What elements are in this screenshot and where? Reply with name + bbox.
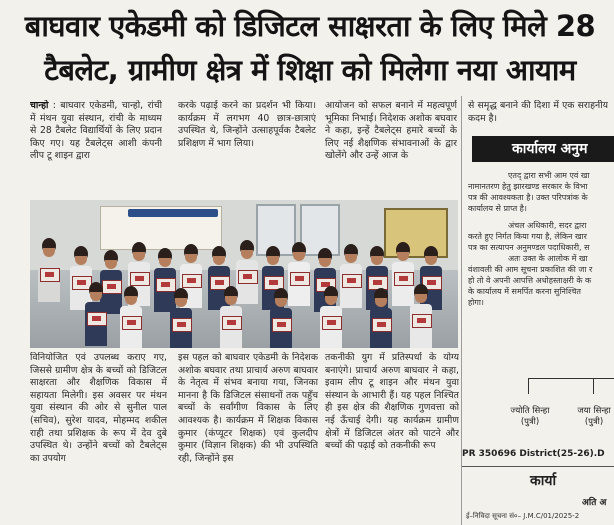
photo-person: [170, 288, 192, 348]
photo-person: [85, 282, 107, 346]
tree-line: [528, 378, 614, 379]
notice-line: करते हुए निर्गत किया गया है, लेकिन खार: [468, 232, 587, 241]
photo-person: [270, 288, 292, 348]
article-column-4-text: से समृद्ध बनाने की दिशा में एक सराहनीय कदम है।: [468, 100, 608, 124]
notice-line: अतः उक्त के आलोक में खा: [508, 254, 588, 263]
dateline: चान्हो: [30, 100, 49, 111]
article-column-2-text: करके पढ़ाई करने का प्रदर्शन भी किया। कार्यक्रम में लगभग 40 छात्र-छात्राएं उपस्थित थे, जिन्होंने उत्साहपूर्वक टैबलेट प्रशिक्षण में भाग लिया।: [178, 100, 316, 149]
photo-person: [370, 288, 392, 348]
photo-person: [340, 244, 362, 308]
tender-subheading: अति अ: [582, 498, 607, 508]
article-column-2-bottom: [178, 352, 318, 524]
headline: [10, 4, 610, 92]
tree-line: [593, 378, 594, 394]
notice-line: के कार्यालय में समर्पित करना सुनिश्चित: [468, 287, 581, 296]
notice-line: वंशावली की आम सूचना प्रकाशित की जा र: [468, 265, 593, 274]
photo-person: [120, 286, 142, 348]
photo-person: [320, 286, 342, 348]
news-photo: [30, 200, 458, 348]
photo-person: [220, 286, 242, 348]
article-column-3b-text: तकनीकी युग में प्रतिस्पर्धा के योग्य बनाएंगे। प्राचार्य अरुण बाघवार ने कहा, इवाम लीप टू शाइन और मंथन युवा संस्थान के आभारी हैं। यह पहल निश्चित ही इस क्षेत्र की शैक्षणिक गुणवत्ता को नई ऊँचाई देगी। यह कार्यक्रम ग्रामीण क्षेत्रों में डिजिटल अंतर को पाटने और बच्चों की पढ़ाई को तकनीकी रूप: [325, 352, 459, 452]
article-column-3-bottom: [325, 352, 459, 524]
notice-line: एतद् द्वारा सभी आम एवं खा: [508, 171, 590, 180]
pr-number: PR 350696 District(25-26).D: [462, 449, 605, 459]
article-column-1b-text: विनियोजित एवं उपलब्ध कराए गए, जिससे ग्रामीण क्षेत्र के बच्चों को डिजिटल साक्षरता और शैक्षणिक विकास में सहायता मिलेगी। इस अवसर पर मंथन युवा संस्थान की ओर से सुनील पाल (सचिव), सुरेश यादव, मोहम्मद शकील राही तथा प्रशिक्षक के रूप में देव दुबे उपस्थित थे। उन्होंने बच्चों को टैबलेट्स का उपयोग: [30, 352, 167, 464]
tree-node-relation: (पुत्री): [520, 417, 540, 427]
notice-line: अंचल अधिकारी, सदर द्वारा: [508, 221, 587, 230]
tender-heading: कार्या: [530, 473, 557, 489]
article-column-1-bottom: [30, 352, 167, 524]
article-column-3-text: आयोजन को सफल बनाने में महत्वपूर्ण भूमिका निभाई। निदेशक अशोक बघवार ने कहा, इन्हें टैबलेट्स हमारे बच्चों के लिए नई शैक्षणिक संभावनाओं के द्वार खोलेंगे और उन्हें आज के: [325, 100, 457, 162]
tree-node-name: ज्योति सिन्हा: [510, 406, 550, 416]
tree-node: [574, 406, 614, 428]
column-divider: [461, 96, 462, 525]
notice-line: नामानतरण हेतु झारखण्ड सरकार के विभा: [468, 182, 588, 191]
headline-line-2: टैबलेट, ग्रामीण क्षेत्र में शिक्षा को मिलेगा नया आयाम: [44, 53, 576, 87]
notice-line: कार्यालय से प्राप्त है।: [468, 204, 527, 213]
tree-node: [510, 406, 550, 428]
tree-node-name: जया सिन्हा: [577, 406, 611, 416]
article-column-3: [325, 100, 457, 163]
photo-banner-logo: [128, 209, 218, 217]
notice-header: कार्यालय अनुम: [472, 136, 614, 162]
notice-line: हो तो वे अपनी आपत्ति अधोहस्ताक्षरी के क: [468, 276, 592, 285]
article-column-1-text: : बाघवार एकेडमी, चान्हो, रांची में मंथन युवा संस्थान, रांची के माध्यम से 28 टैबलेट विद्यार्थियों के लिए प्रदान किए गए। यह टैबलेट्स आशी कंपनी लीप टू शाइन द्वारा: [30, 100, 162, 162]
notice-line: पत्र का सत्यापन अनुमण्डल पदाधिकारी, स: [468, 243, 590, 252]
headline-line-1: बाघवार एकेडमी को डिजिटल साक्षरता के लिए मिले 28: [24, 9, 596, 43]
section-rule: [462, 466, 614, 467]
notice-line: पत्र की आवश्यकता है। उक्त परिपत्रांक के: [468, 193, 588, 202]
tender-reference: ई–निविदा सूचना सं०– J.M.C/01/2025-2: [466, 512, 580, 520]
article-column-1: [30, 100, 162, 163]
notice-line: होगा।: [468, 298, 484, 307]
photo-person: [410, 284, 432, 348]
article-column-2: [178, 100, 316, 150]
article-column-2b-text: इस पहल को बाघवार एकेडमी के निदेशक अशोक बघवार तथा प्राचार्य अरुण बाघवार के नेतृत्व में संभव बनाया गया, जिनका मानना है कि डिजिटल संसाधनों तक पहुँच बच्चों के सर्वांगीण विकास के लिए आवश्यक है। कार्यक्रम में शिक्षक विकास कुमार (कंप्यूटर शिक्षक) एवं कुलदीप कुमार (विज्ञान शिक्षक) की भी उपस्थिति रही, जिन्होंने इस: [178, 352, 318, 464]
family-tree: [468, 360, 614, 440]
photo-person: [38, 238, 60, 302]
tree-line: [528, 378, 529, 394]
notice-text: [468, 170, 614, 308]
article-column-4: [468, 100, 608, 125]
tree-node-relation: (पुत्री): [584, 417, 604, 427]
